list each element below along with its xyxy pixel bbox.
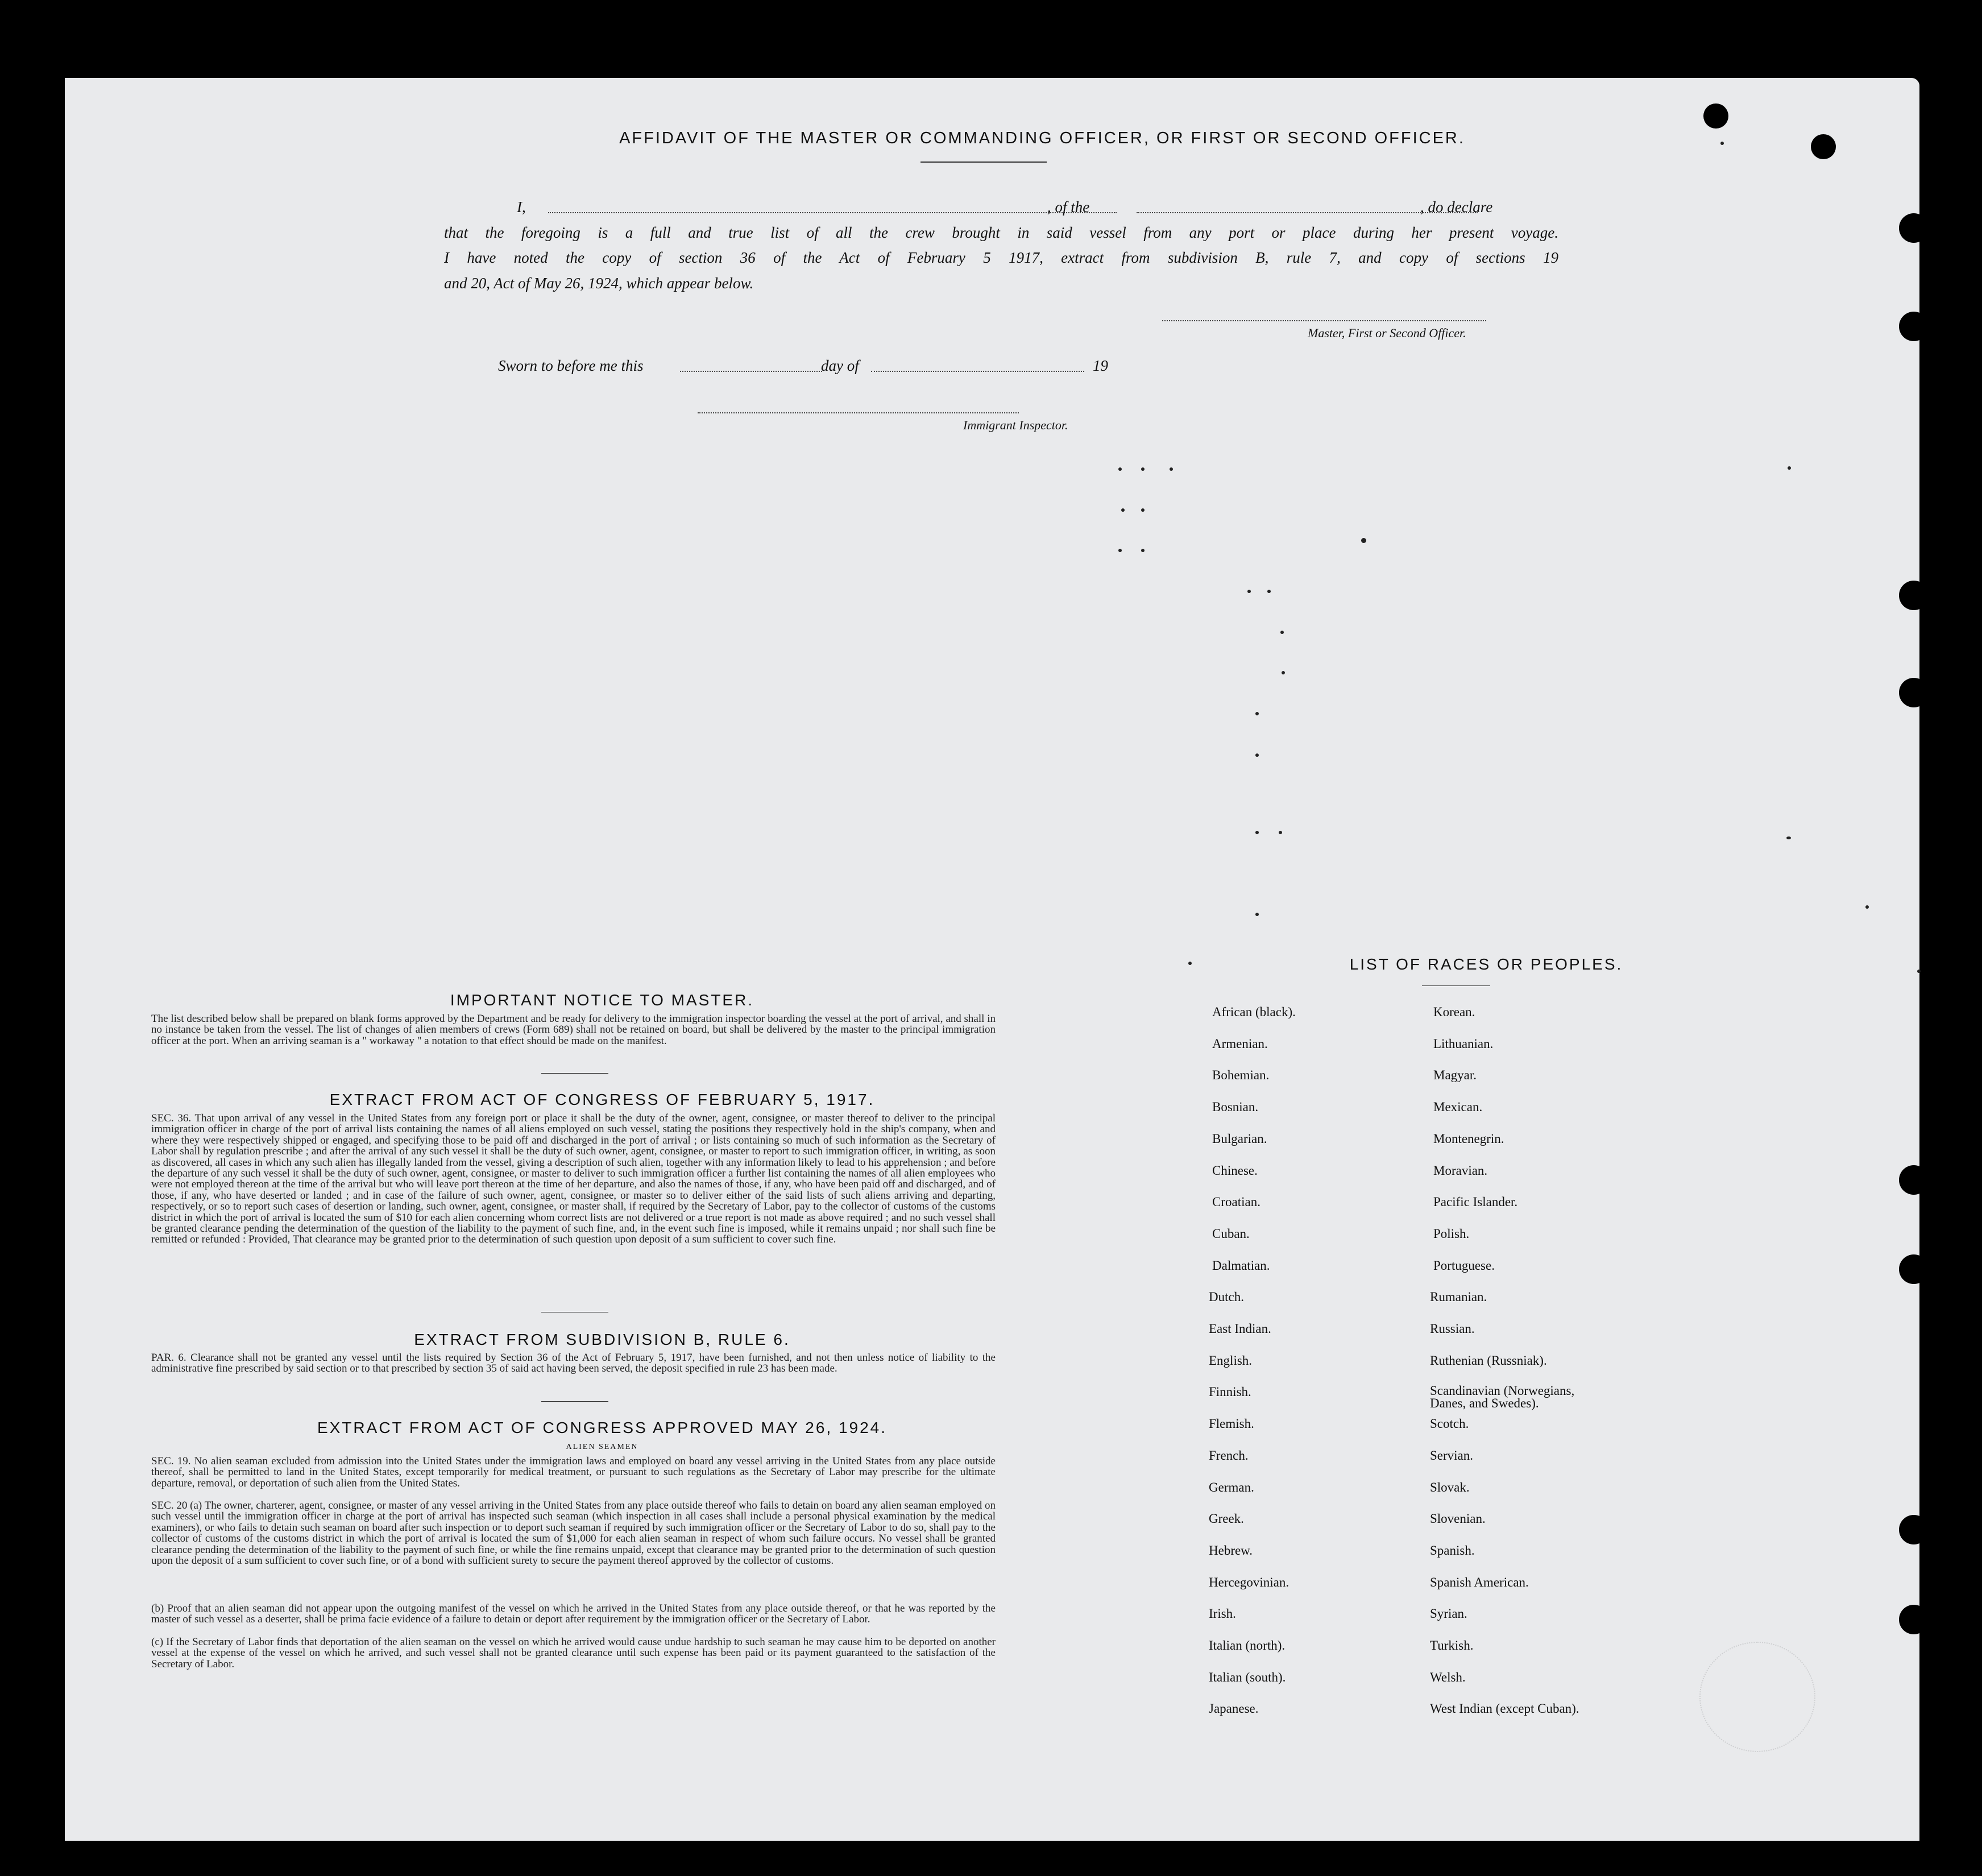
race-item-right: Spanish American. <box>1430 1575 1529 1589</box>
race-item-right: Russian. <box>1430 1322 1475 1336</box>
scan-speck <box>1255 712 1259 715</box>
scan-speck <box>1255 913 1259 916</box>
punch-hole <box>1899 213 1929 243</box>
sec-20c-text: (c) If the Secretary of Labor finds that deportation of the alien seaman on the vessel on which he arrived would cause undue hardship to such seaman he may cause him to be deported on another vessel at the expense of the vessel on which he arrived, and such vessel shall not be granted clearance until such expense has been paid or its payment guaranteed to the satisfaction of the Secretary of Labor. <box>151 1636 996 1670</box>
notice-title: IMPORTANT NOTICE TO MASTER. <box>450 991 754 1009</box>
race-item-right: Portuguese. <box>1433 1258 1495 1273</box>
extract-rule6-text: PAR. 6. Clearance shall not be granted any vessel until the lists required by Section 36 of the Act of February 5, 1917, have been furnished, and not then unless notice of liability to the administrative fine prescribed by said section or to that prescribed by section 35 of said act having been served, the deposit specified in rule 23 has been made. <box>151 1352 996 1375</box>
scan-speck <box>1786 836 1791 839</box>
race-item-left: African (black). <box>1212 1005 1296 1019</box>
punch-hole <box>1703 103 1728 129</box>
alien-seamen-subtitle: ALIEN SEAMEN <box>566 1443 638 1451</box>
race-item-right: Rumanian. <box>1430 1290 1487 1304</box>
race-item-left: Hercegovinian. <box>1209 1575 1289 1589</box>
races-underline <box>1422 985 1490 986</box>
race-item-left: Armenian. <box>1212 1036 1268 1051</box>
scan-speck <box>1141 508 1145 512</box>
inspector-caption: Immigrant Inspector. <box>963 418 1068 432</box>
scan-speck <box>1267 590 1271 593</box>
race-item-left: Chinese. <box>1212 1163 1258 1178</box>
race-item-left: Bosnian. <box>1212 1100 1259 1115</box>
affidavit-do-declare: , do declare <box>1420 198 1493 216</box>
day-of-text: day of <box>821 357 859 374</box>
race-item-right: Slovenian. <box>1430 1511 1486 1526</box>
punch-hole <box>1899 1254 1929 1284</box>
race-item-left: Cuban. <box>1212 1226 1250 1241</box>
section-divider <box>541 1073 608 1074</box>
race-item-right: Scandinavian (Norwegians, Danes, and Swedes). <box>1430 1384 1575 1411</box>
scan-speck <box>1279 831 1282 834</box>
scan-speck <box>1255 831 1259 834</box>
race-item-left: French. <box>1209 1448 1249 1463</box>
embossed-seal <box>1699 1642 1815 1752</box>
race-item-left: Italian (north). <box>1209 1638 1286 1653</box>
race-item-left: Croatian. <box>1212 1195 1260 1210</box>
punch-hole <box>1899 1165 1929 1195</box>
punch-hole <box>1899 581 1929 610</box>
race-item-left: English. <box>1209 1353 1253 1368</box>
race-item-right: Syrian. <box>1430 1606 1467 1621</box>
race-item-right: Turkish. <box>1430 1638 1474 1653</box>
race-item-right: Pacific Islander. <box>1433 1195 1518 1210</box>
scan-speck <box>1280 631 1284 634</box>
extract-1917-text: SEC. 36. That upon arrival of any vessel in the United States from any foreign port or place it shall be the duty of the owner, agent, consignee, or master thereof to deliver to the principal immigration officer in charge of the port of arrival lists containing the names of all aliens employed on such vessel, stating the positions they respectively hold in the ship's company, when and where they were respectively shipped or engaged, and specifying those to be paid off and discharged in the port of arrival ; or lists containing so much of such information as the Secretary of Labor shall by regulation prescribe ; and after the arrival of any such vessel it shall be the duty of such owner, agent, consignee, or master to report to such immigration officer, in writing, as soon as discovered, all cases in which any such alien has illegally landed from the vessel, giving a description of such alien, together with any information likely to lead to his apprehension ; and before the departure of any such vessel it shall be the duty of such owner, agent, consignee, or master to deliver to such immigration officer a further list containing the names of all alien employees who were not employed thereon at the time of the arrival but who will leave port thereon at the time of her departure, and also the names of those, if any, who have been paid off and discharged, and of those, if any, who have deserted or landed ; and in case of the failure of such owner, agent, consignee, or master so to deliver either of the said lists of such aliens arriving and departing, respectively, or so to report such cases of desertion or landing, such owner, agent, consignee, or master shall, if required by the Secretary of Labor, pay to the collector of customs of the customs district in which the port of arrival is located the sum of $10 for each alien concerning whom correct lists are not delivered or a true report is not made as above required ; and no such vessel shall be granted clearance pending the determination of the question of the liability to the payment of such fine, and, in the event such fine is imposed, while it remains unpaid ; nor shall such fine be remitted or refunded : Provided, That clearance may be granted prior to the determination of such question upon deposit of a sum sufficient to cover such fine. <box>151 1112 996 1246</box>
race-item-left: German. <box>1209 1480 1254 1494</box>
race-item-right: West Indian (except Cuban). <box>1430 1701 1579 1716</box>
scan-speck <box>1788 466 1791 470</box>
affidavit-of-the: , of the <box>1047 198 1090 216</box>
race-item-right: Montenegrin. <box>1433 1131 1504 1146</box>
race-item-right: Moravian. <box>1433 1163 1488 1178</box>
scan-speck <box>1247 590 1251 593</box>
races-title: LIST OF RACES OR PEOPLES. <box>1349 955 1623 973</box>
name-blank[interactable] <box>548 212 1117 213</box>
affidavit-i: I, <box>517 198 526 216</box>
race-item-right: Scotch. <box>1430 1417 1469 1431</box>
year-prefix: 19 <box>1093 357 1108 374</box>
title-underline <box>920 161 1047 163</box>
race-item-right: Lithuanian. <box>1433 1036 1494 1051</box>
affidavit-body-line-3: and 20, Act of May 26, 1924, which appear below. <box>444 275 754 292</box>
race-item-left: Greek. <box>1209 1511 1244 1526</box>
scan-speck <box>1118 549 1122 552</box>
punch-hole <box>1899 678 1929 707</box>
scan-speck <box>1282 671 1285 674</box>
race-item-left: Flemish. <box>1209 1417 1254 1431</box>
race-item-right: Spanish. <box>1430 1543 1475 1558</box>
scan-speck <box>1188 962 1192 965</box>
race-item-right: Servian. <box>1430 1448 1474 1463</box>
race-item-left: East Indian. <box>1209 1322 1271 1336</box>
race-item-right: Polish. <box>1433 1226 1470 1241</box>
race-item-right: Slovak. <box>1430 1480 1470 1494</box>
extract-rule6-title: EXTRACT FROM SUBDIVISION B, RULE 6. <box>414 1331 790 1348</box>
sworn-day-blank[interactable] <box>680 371 822 372</box>
sworn-month-blank[interactable] <box>871 371 1084 372</box>
affidavit-body-line-1: that the foregoing is a full and true list of all the crew brought in said vessel from any port or place during her present voyage. <box>444 224 1558 241</box>
punch-hole <box>1899 312 1929 341</box>
section-divider <box>541 1401 608 1402</box>
master-signature-caption: Master, First or Second Officer. <box>1308 326 1466 340</box>
race-item-right: Mexican. <box>1433 1100 1483 1115</box>
scan-speck <box>1720 142 1724 145</box>
sec-20b-text: (b) Proof that an alien seaman did not appear upon the outgoing manifest of the vessel on which he arrived in the United States from any place outside thereof, or that he was reported by the master of such vessel as a deserter, shall be prima facie evidence of a failure to detain or deport after requirement by the immigration officer or the Secretary of Labor. <box>151 1602 996 1626</box>
scan-speck <box>1865 905 1869 909</box>
affidavit-body-line-2: I have noted the copy of section 36 of the Act of February 5 1917, extract from subdivision B, rule 7, and copy of sections 19 <box>444 249 1558 266</box>
race-item-left: Bohemian. <box>1212 1068 1270 1083</box>
scan-speck <box>1255 753 1259 757</box>
race-item-right: Korean. <box>1433 1005 1475 1019</box>
punch-hole <box>1811 134 1836 159</box>
punch-hole <box>1899 1605 1929 1634</box>
race-item-left: Dutch. <box>1209 1290 1244 1304</box>
punch-hole <box>1899 1515 1929 1544</box>
document-page <box>65 78 1919 1841</box>
extract-1917-title: EXTRACT FROM ACT OF CONGRESS OF FEBRUARY 5, 1917. <box>329 1091 875 1108</box>
race-item-right: Magyar. <box>1433 1068 1477 1083</box>
master-signature-line[interactable] <box>1162 320 1486 321</box>
scan-speck <box>1118 467 1122 471</box>
sec-19-text: SEC. 19. No alien seaman excluded from admission into the United States under the immigration laws and employed on board any vessel arriving in the United States from any place outside thereof, shall be permitted to land in the United States, except temporarily for medical treatment, or pursuant to such regulations as the Secretary of Labor may prescribe for the ultimate departure, removal, or deportation of such alien from the United States. <box>151 1455 996 1489</box>
race-item-left: Irish. <box>1209 1606 1236 1621</box>
sworn-text: Sworn to before me this <box>498 357 644 374</box>
race-item-left: Dalmatian. <box>1212 1258 1270 1273</box>
scan-speck <box>1361 538 1366 543</box>
extract-1924-title: EXTRACT FROM ACT OF CONGRESS APPROVED MAY 26, 1924. <box>317 1419 888 1436</box>
race-item-left: Bulgarian. <box>1212 1131 1267 1146</box>
sec-20a-text: SEC. 20 (a) The owner, charterer, agent, consignee, or master of any vessel arriving in the United States from any place outside thereof who fails to detain on board any alien seaman employed on such vessel until the immigration officer in charge at the port of arrival has inspected such seaman (which inspection in all cases shall include a personal physical examination by the medical examiners), or who fails to detain such seaman on board after such inspection or to deport such seaman if required by such immigration officer or the Secretary of Labor to do so, shall pay to the collector of customs of the customs district in which the port of arrival is located the sum of $1,000 for each alien seaman in respect of whom such failure occurs. No vessel shall be granted clearance pending the determination of the liability to the payment of such fine, or while the fine remains unpaid, except that clearance may be granted prior to the determination of such question upon the deposit of a sum sufficient to cover such fine, or of a bond with sufficient surety to secure the payment thereof approved by the collector of customs. <box>151 1500 996 1567</box>
race-item-left: Italian (south). <box>1209 1670 1286 1684</box>
scan-speck <box>1141 549 1145 552</box>
race-item-left: Finnish. <box>1209 1385 1251 1399</box>
affidavit-title: AFFIDAVIT OF THE MASTER OR COMMANDING OFFICER, OR FIRST OR SECOND OFFICER. <box>619 129 1465 147</box>
race-item-right: Welsh. <box>1430 1670 1466 1684</box>
scan-speck <box>1917 970 1921 973</box>
scan-speck <box>1170 467 1173 471</box>
race-item-left: Japanese. <box>1209 1701 1259 1716</box>
race-item-right: Ruthenian (Russniak). <box>1430 1353 1547 1368</box>
notice-text: The list described below shall be prepared on blank forms approved by the Department and be ready for delivery to the immigration inspector boarding the vessel at the port of arrival, and shall in no instance be taken from the vessel. The list of changes of alien members of crews (Form 689) shall not be retained on board, but shall be delivered by the master to the principal immigration officer at the port. When an arriving seaman is a " workaway " a notation to that effect should be made on the manifest. <box>151 1013 996 1047</box>
race-item-left: Hebrew. <box>1209 1543 1253 1558</box>
scan-speck <box>1121 508 1125 512</box>
scan-speck <box>1141 467 1145 471</box>
inspector-signature-line[interactable] <box>698 412 1019 413</box>
